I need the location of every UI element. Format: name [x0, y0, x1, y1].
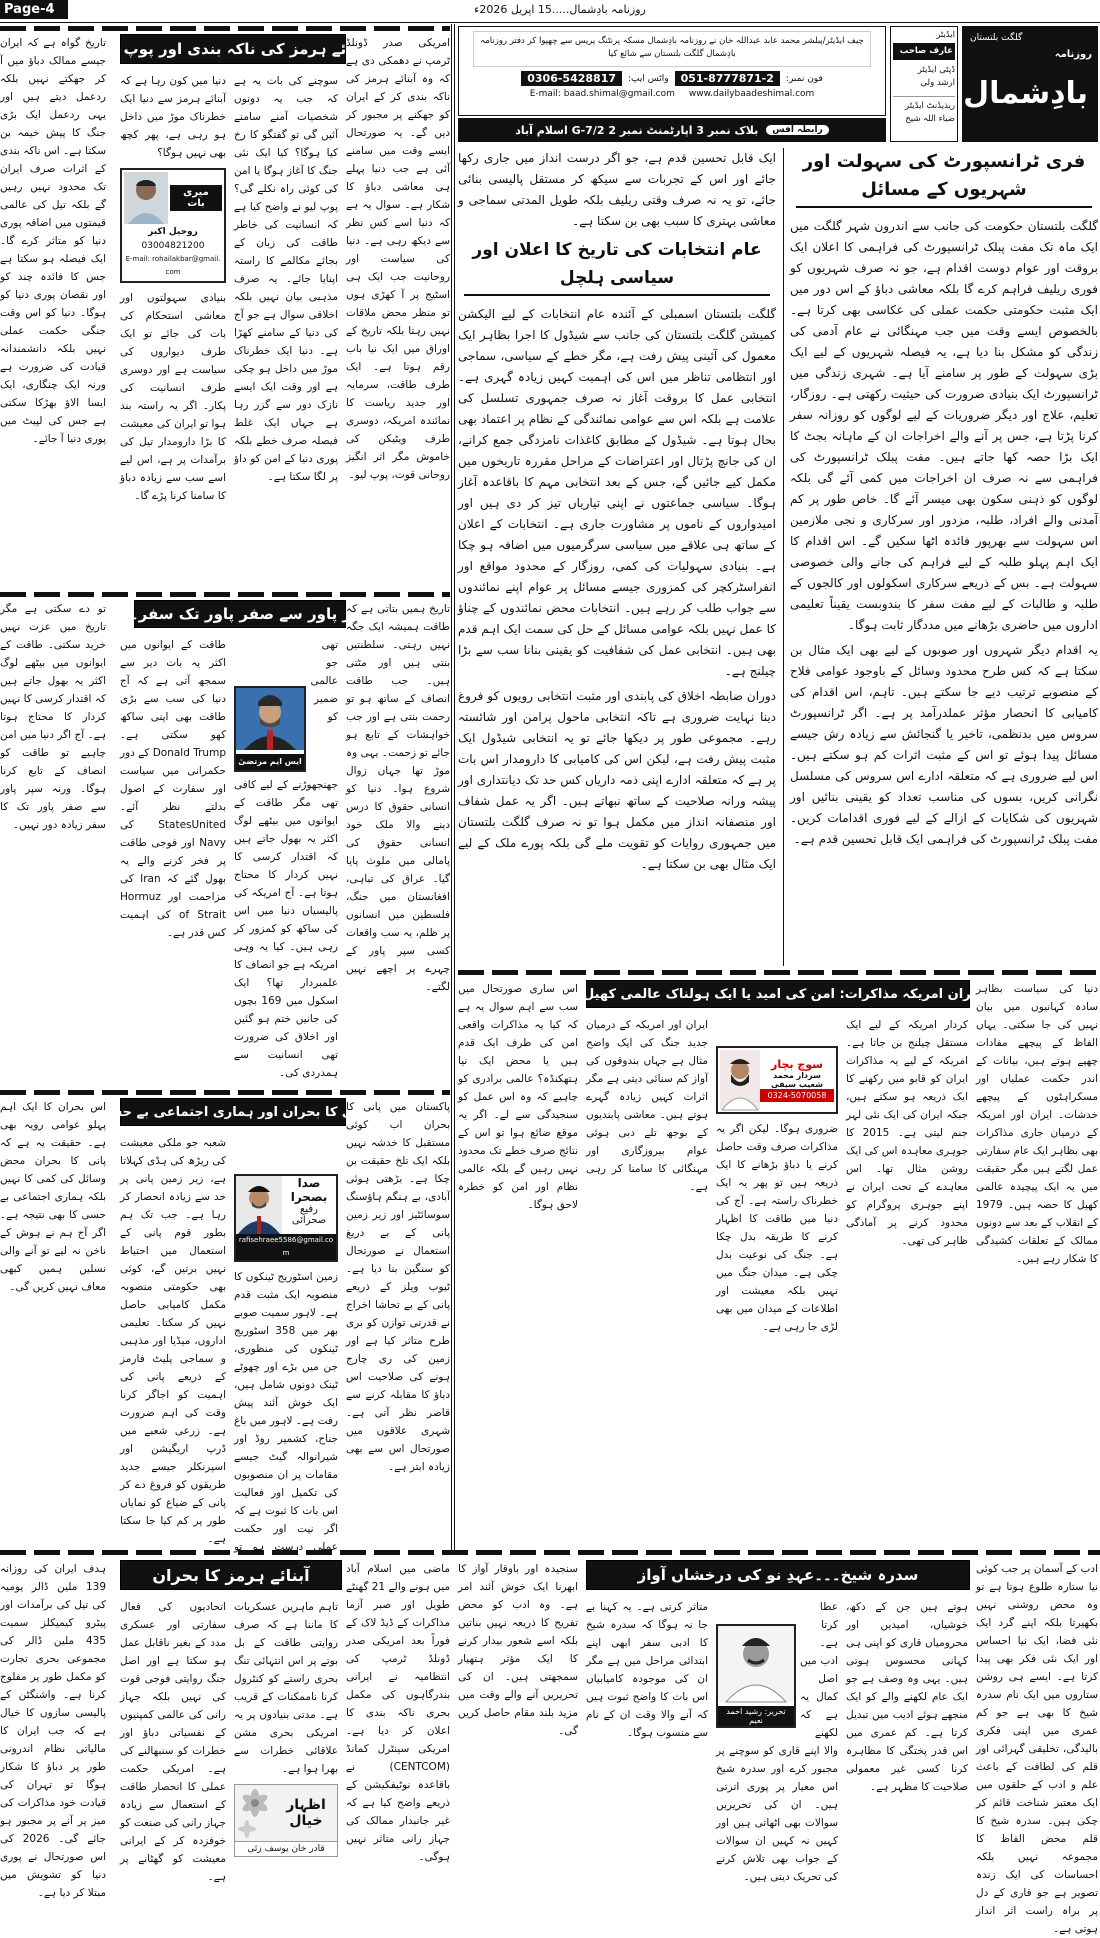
article-column — [346, 34, 450, 590]
article-column — [458, 304, 776, 966]
masthead — [458, 26, 1098, 144]
article-column — [716, 1016, 838, 1546]
article-text: زمین اسٹوریج ٹینکوں کا منصوبہ ایک مثبت قدم ہے۔ لاہور سمیت صوبے بھر میں 358 اسٹوریج ٹینکوں کی منظوری، جن میں بڑے اور چھوٹے ٹینک دونوں شامل ہیں، ایک خوش آئند پیش رفت ہے۔ لاہور میں باغ جناح، کشمیر روڈ اور شیرانوالہ گیٹ جیسے مقامات پر ان منصوبوں کی تکمیل اور فعالیت اس بات کا ثبوت ہے کہ اگر نیت اور حکمت عملی درست ہو تو — [233, 1271, 338, 1553]
article-headline: سپر پاور سے صفر پاور تک سفر۔۔!! — [134, 600, 346, 628]
article-sidra-sheikh — [458, 1560, 1098, 1935]
article-text: اتحادیوں کی فعال سفارتی اور عسکری مدد کے بغیر ناقابل عمل ہو سکتا ہے اور اصل جنگ روایتی فوجی قوت کی نہیں بلکہ جہاز رانی کی عالمی کمپنیوں کے نفسیاتی دباؤ اور خطرات کو سنبھالنے کی ہے۔ امریکی حکمت عملی کا انحصار طاقت کے استعمال سے زیادہ جہاز رانی کی صنعت کو خوفزدہ کر کے ایرانی معیشت کو گھٹانے پر ہے۔ — [120, 1601, 226, 1883]
columnist-name: ایس ایم مرتضیٰ — [236, 754, 304, 770]
editorial-transport — [790, 148, 1098, 966]
article-headline: ایران امریکہ مذاکرات: امن کی امید یا ایک ہولناک عالمی کھیل؟ — [586, 980, 970, 1008]
article-text: گلگت بلتستان حکومت کی جانب سے اندرون شہر گلگت میں ایک ماہ تک مفت پبلک ٹرانسپورٹ کی فراہمی کا اعلان ایک بروقت اور عوام دوست اقدام ہے، جو نہ صرف شہریوں کو فوری ریلیف فراہم کرے گا بلکہ معاشی دباؤ کے اس دور میں ایک مثبت حکومتی حکمت عملی کی عکاسی بھی کرتا ہے۔ بالخصوص ایسے وقت میں جب مہنگائی نے عام آدمی کی زندگی کو مشکل بنا دیا ہے، یہ فیصلہ شہریوں کے لیے ایک بڑی سہولت کے طور پر سامنے آیا ہے۔ شہری زندگی میں ٹرانسپورٹ ایک بنیادی ضرورت کی حیثیت رکھتی ہے۔ روزگار، تعلیم، علاج اور دیگر ضروریات کے لیے لوگوں کو روزانہ سفر کرنا پڑتا ہے، جس پر آنے والے اخراجات ان کے ماہانہ بجٹ کا ایک بڑا حصہ کھا جاتے ہیں۔ مفت پبلک ٹرانسپورٹ کی فراہمی سے نہ صرف ان اخراجات میں کمی آئے گی بلکہ لوگوں کو ذہنی سکون بھی میسر آئے گا۔ خاص طور پر کم آمدنی والے افراد، طلبہ، مزدور اور سرکاری و نجی ملازمین اس سہولت سے بھرپور فائدہ اٹھا سکیں گے۔ اس اقدام کا ایک اہم پہلو طلبہ کے لیے فراہم کی جانے والی خصوصی سہولت ہے۔ بس کے ذریعے سرکاری اسکولوں اور کالجوں کے طلبہ و طالبات کے لیے مفت سفر کا بندوبست یقیناً تعلیمی اداروں میں حاضری بڑھانے میں مددگار ثابت ہوگا۔ — [790, 219, 1098, 632]
article-column — [458, 1560, 578, 1890]
article-text: تاہم ماہرین عسکریات کا ماننا ہے کہ صرف روایتی طاقت کے بل بوتے پر اس انتہائی تنگ بحری راستے کو کنٹرول کرنا ناممکنات کے قریب ہے۔ مدتی بنیادوں پر یہ امریکی بحری مشن علاقائی خطرات سے بھرا ہوا ہے۔ — [234, 1601, 338, 1775]
deputy-editor-name: ارشد ولی — [920, 78, 955, 88]
separator — [0, 592, 450, 597]
separator — [458, 970, 1100, 975]
office-address: بلاک نمبر 3 اپارٹمنٹ نمبر 2 G-7/2 اسلام آباد — [515, 123, 759, 137]
top-rule — [0, 22, 1100, 23]
article-column — [233, 1134, 338, 1553]
contact-box — [458, 26, 886, 116]
resident-editor-title: ریذیڈنٹ ایڈیٹر — [893, 96, 955, 113]
article-column — [976, 1560, 1098, 1935]
article-column — [346, 1098, 450, 1548]
editorial-headline: عام انتخابات کی تاریخ کا اعلان اور سیاسی ہلچل — [464, 236, 770, 296]
article-text: عطا کرتا ہے۔ ادب میں اصل کمال یہ ہے کہ لکھنے والا اپنے قاری کو سوچنے پر مجبور کرے اور سدرہ شیخ اس معیار پر پوری اترتی ہیں۔ ان کی تحریریں سوالات بھی اٹھاتی ہیں اور کہیں نہ کہیں ان سوالات کے جواب بھی تلاش کرنے کی تحریک دیتی ہیں۔ — [716, 1601, 838, 1883]
column-divider — [783, 148, 784, 966]
imprint-text: چیف ایڈیٹر/پبلشر محمد عابد عبداللہ خان نے روزنامہ بادِشمال مسکہ پرنٹنگ پریس سے چھپوا کر دفتر روزنامہ بادِشمال گلگت بلتستان سے شائع کیا — [473, 31, 871, 67]
article-column — [120, 1134, 226, 1548]
article-column — [234, 1598, 338, 1890]
article-column — [586, 1598, 708, 1890]
flower-illustration — [235, 1785, 275, 1841]
columnist-email[interactable]: E-mail: rohailakbar@gmail.com — [125, 255, 221, 276]
article-column — [234, 636, 338, 1088]
article-text: تو دے سکتی ہے مگر تاریخ میں عزت نہیں خرید سکتی۔ طاقت کے ایوانوں میں بیٹھے لوگ اکثر یہ بھول جاتے ہیں کہ اقتدار کرسی کا نہیں کردار کا محتاج ہوتا ہے۔ آج اگر دنیا میں امن چاہیے تو طاقت کو انصاف کے تابع کرنا ہوگا۔ ورنہ سپر پاور سے صفر پاور تک کا سفر زیادہ دور نہیں۔ — [0, 603, 106, 831]
whatsapp-number[interactable]: 0306-5428817 — [521, 71, 622, 86]
columnist-name: تحریر: رشید احمد نعیم — [718, 1706, 794, 1726]
columnist-box — [234, 1174, 338, 1262]
article-water-crisis — [0, 1098, 450, 1553]
phone-number[interactable]: 051-8777871-2 — [675, 71, 780, 86]
columnist-photo — [124, 172, 168, 224]
article-column — [0, 34, 106, 590]
article-text: اس بحران کا ایک اہم پہلو عوامی رویہ بھی ہے۔ حقیقت یہ ہے کہ پانی کا بحران محض وسائل کی کمی کا نہیں بلکہ ہماری اجتماعی بے حسی کا بھی نتیجہ ہے۔ اگر آج ہم نے ہوش کے ناخن نہ لیے تو آنے والی نسلیں ہمیں کبھی معاف نہیں کریں گی۔ — [0, 1101, 106, 1293]
columnist-photo — [236, 688, 304, 750]
columnist-photo — [236, 1176, 282, 1234]
article-column — [346, 600, 450, 1088]
deputy-editor-title: ڈپٹی ایڈیٹر — [917, 65, 955, 75]
columnist-name: رفیع صحرائی — [291, 1204, 327, 1226]
columnist-box — [234, 686, 306, 772]
columnist-photo — [720, 1050, 760, 1110]
columnist-tag: سوچ بچار — [771, 1058, 823, 1071]
columnist-name: سردار محمد شعیب سیفی — [771, 1071, 823, 1089]
office-label: رابطہ آفس — [766, 125, 829, 135]
article-text: کردار امریکہ کے لیے ایک مستقل چیلنج بن جاتا ہے۔ امریکہ کے لیے یہ مذاکرات ایران کو قابو میں رکھنے کا ایک ذریعہ ہو سکتے ہیں، جبکہ ایران کی ایک نئی لہر جنم لیتی ہے۔ 2015 کا جوہری معاہدہ اس کی ایک روشن مثال تھا۔ اس معاہدے کے تحت ایران نے اپنے جوہری پروگرام کو محدود کرنے پر آمادگی ظاہر کی تھی۔ — [846, 1019, 968, 1247]
article-column — [0, 1098, 106, 1548]
website-link[interactable]: www.dailybaadeshimal.com — [688, 89, 815, 99]
article-text: پاکستان میں پانی کا بحران اب کوئی مستقبل کا خدشہ نہیں بلکہ ایک تلخ حقیقت بن چکا ہے۔ بڑھتی ہوئی آبادی، بے ہنگم ہاؤسنگ سوسائٹیز اور زیر زمین پانی کے بے دریغ استعمال نے صورتحال کو سنگین بنا دیا ہے۔ ٹیوب ویلز کے ذریعے پانی کے بے تحاشا اخراج نے قدرتی توازن کو بری طرح متاثر کیا ہے اور زمین کی ری چارج ہونے کی صلاحیت اس دباؤ کا مقابلہ کرنے سے قاصر نظر آتی ہے۔ شہری علاقوں میں صورتحال اس سے بھی زیادہ ابتر ہے۔ — [346, 1101, 450, 1473]
article-text: بنیادی سہولتوں اور معاشی استحکام کی بات کی جائے تو ایک طرف دیواروں کی سیاست ہے اور دوسری طرف انسانیت کی پکار۔ اگر یہ راستہ بند ہوا تو ایران کی معیشت کا بڑا دارومدار تیل کی برآمدات پر ہے، اس لیے اسے سب سے زیادہ دباؤ کا سامنا کرنا پڑے گا۔ — [120, 292, 226, 502]
page-number-badge: Page-4 — [0, 0, 68, 19]
article-text: دوران ضابطہ اخلاق کی پابندی اور مثبت انتخابی رویوں کو فروغ دینا نہایت ضروری ہے تاکہ انتخابی ماحول پرامن اور شائستہ رہے۔ مجموعی طور پر دیکھا جائے تو یہ انتخابی شیڈول ایک مثبت پیش رفت ہے، لیکن اس کی کامیابی کا دارومدار اس بات پر ہے کہ متعلقہ ادارے اپنی ذمہ داریاں کس حد تک دیانتداری اور پیشہ ورانہ صلاحیت کے ساتھ نبھاتے ہیں۔ اگر یہ عمل شفاف اور منصفانہ انداز میں مکمل ہوا تو نہ صرف گلگت بلتستان میں جمہوری روایات کو تقویت ملے گی بلکہ پورے ملک کے لیے ایک مثال بھی بن سکتا ہے۔ — [458, 689, 776, 871]
article-hormuz-crisis — [0, 1560, 451, 1899]
article-column — [0, 600, 106, 1088]
editor-name: عارف صاحب — [893, 43, 955, 60]
whatsapp-label: واٹس ایپ: — [628, 73, 669, 84]
editors-box — [890, 26, 958, 142]
article-headline: آبنائے ہرمز کا بحران — [120, 1560, 342, 1590]
article-text: ادب کے آسمان پر جب کوئی نیا ستارہ طلوع ہوتا ہے تو وہ محض روشنی نہیں بکھیرتا بلکہ اپنے گرد ایک نئی فضا، ایک نیا احساس اور ایک نئی فکر بھی پیدا کرتا ہے۔ ایسے ہی روشن ستاروں میں ایک نام سدرہ شیخ کا بھی ہے جو کم عمری میں اپنی فکری بالیدگی، تخلیقی گہرائی اور قلم کی لطافت کے باعث علم و ادب کے حلقوں میں ایک معتبر شناخت قائم کر چکی ہیں۔ سدرہ شیخ کا قلم محض الفاظ کا مجموعہ نہیں بلکہ احساسات کی ایک زندہ تصویر ہے جو قاری کے دل پر براہ راست اثر انداز ہوتی ہے۔ — [976, 1563, 1098, 1935]
article-column — [846, 1016, 968, 1546]
columnist-tag: صدا بصحرا — [290, 1176, 328, 1204]
columnist-phone: 0324-5070058 — [760, 1089, 834, 1102]
article-text: سوچنے کی بات یہ ہے کہ جب یہ دونوں شخصیات آمنے سامنے آئیں گی تو گفتگو کا رخ کیا ہوگا؟ کیا ایک نئی جنگ کا آغاز ہوگا یا امن کی کوئی راہ نکلے گی؟ پوپ لیو نے واضح کیا ہے کہ انسانیت کی خاطر طاقت کی زبان کے بجائے مکالمے کا راستہ اپنایا جائے۔ یہ صرف مذہبی بیان نہیں بلکہ اخلاقی سوال ہے جو آج کی دنیا کے سامنے کھڑا ہے۔ دنیا ایک خطرناک موڑ میں داخل ہو چکی ہے اور وقت ایک ایسے نازک دور سے گزر رہا ہے جہاں ایک غلط فیصلہ صرف خطے بلکہ پوری دنیا کے امن کو داؤ پر لگا سکتا ہے۔ — [234, 75, 338, 483]
article-column — [458, 980, 578, 1546]
article-column — [120, 1598, 226, 1890]
office-address-bar — [458, 118, 886, 142]
article-column — [976, 980, 1098, 1546]
article-headline: پانی کا بحران اور ہماری اجتماعی بے حسی — [120, 1098, 346, 1126]
logo-small-text: روزنامہ — [1054, 49, 1092, 60]
article-column — [846, 1598, 968, 1890]
article-text: ہوتے ہیں جن کے دکھ، خوشیاں، امیدیں اور محرومیاں قاری کو اپنی ہی کہانی محسوس ہوتی ہیں۔ یہی وہ وصف ہے جو ایک عام لکھنے والے کو ایک منجھے ہوئے ادیب میں تبدیل کرتا ہے۔ کم عمری میں اس قدر پختگی کا مظاہرہ کرنا کسی غیر معمولی صلاحیت کا مظہر ہے۔ — [846, 1601, 968, 1793]
editorial-headline: فری ٹرانسپورٹ کی سہولت اور شہریوں کے مسائل — [796, 148, 1092, 208]
article-text: یہ اقدام دیگر شہروں اور صوبوں کے لیے بھی ایک مثال بن سکتا ہے کہ کس طرح محدود وسائل کے باوجود عوامی فلاح کے منصوبے ترتیب دیے جا سکتے ہیں۔ تاہم، اس اقدام کی کامیابی کا انحصار مؤثر عملدرآمد پر ہے۔ اگر ٹرانسپورٹ سروس میں بدنظمی، تاخیر یا گنجائش سے زیادہ رش جیسے مسائل پیدا ہوئے تو اس کے مثبت اثرات کم ہو سکتے ہیں۔ اس لیے ضروری ہے کہ متعلقہ ادارے اس سروس کی مسلسل نگرانی کریں، بسوں کی مناسب تعداد کو یقینی بنائیں اور شہریوں کی شکایات کے ازالے کے لیے فوری اقدامات کریں۔ مفت پبلک ٹرانسپورٹ کی فراہمی ایک قابل تحسین قدم ہے۔ — [790, 643, 1098, 846]
article-column — [458, 148, 776, 236]
columnist-tag: اظہار خیال — [286, 1797, 326, 1829]
logo-region-text: گلگت بلتستان — [970, 33, 1023, 43]
article-text: تاریخ ہمیں بتاتی ہے کہ طاقت ہمیشہ ایک جگہ نہیں رہتی۔ سلطنتیں بنتی ہیں اور مٹتی ہیں۔ جب طاقت انصاف کے ساتھ ہو تو رحمت بنتی ہے اور جب خواہشات کے تابع ہو جائے تو زحمت۔ یہی وہ موڑ تھا جہاں زوال شروع ہوا۔ دنیا کو انسانی حقوق کا درس دینے والا ملک خود انسانی حقوق کی پامالی میں ملوث پایا گیا۔ عراق کی تباہی، افغانستان میں جنگ، فلسطین میں انسانوں پر ظلم، یہ سب واقعات کسی سپر پاور کے چہرے پر اچھے نہیں لگتے۔ — [346, 603, 450, 993]
resident-editor-name: ضیاء اللہ شیخ — [905, 114, 955, 124]
article-text: متاثر کرتی ہے۔ یہ کہنا بے جا نہ ہوگا کہ سدرہ شیخ کا ادبی سفر ابھی اپنے ابتدائی مراحل میں ہے مگر ان کی موجودہ کامیابیاں اس بات کا واضح ثبوت ہیں کہ آنے والا وقت ان کے نام سے منسوب ہوگا۔ — [586, 1601, 708, 1739]
article-text: ایران اور امریکہ کے درمیان جدید جنگ کی ایک واضح مثال ہے جہاں بندوقوں کی آواز کم سنائی دیتی ہے مگر اثرات کہیں زیادہ گہرے ہوتے ہیں۔ معاشی پابندیوں کے بوجھ تلے دبی ہوئی عوام بیروزگاری اور مہنگائی کا سامنا کر رہی ہے۔ — [586, 1019, 708, 1193]
article-text: گلگت بلتستان اسمبلی کے آئندہ عام انتخابات کے لیے الیکشن کمیشن گلگت بلتستان کی جانب سے شیڈول کا اجرا بظاہر ایک معمول کی آئینی پیش رفت ہے، مگر خطے کے سیاسی، سماجی اور انتظامی تناظر میں اس کی اہمیت کہیں زیادہ گہری ہے۔ انتخابی عمل کا بروقت آغاز نہ صرف جمہوری تسلسل کی علامت ہے بلکہ اس سے عوامی نمائندگی کے نظام پر اعتماد بھی بحال ہوتا ہے۔ شیڈول کے مطابق کاغذات نامزدگی جمع کرانے، ان کی جانچ پڑتال اور اعتراضات کے مراحل مقررہ تاریخوں میں مکمل کیے جائیں گے، جس کے بعد انتخابی مہم کا باقاعدہ آغاز ہوگا۔ سیاسی جماعتوں نے اپنی تیاریاں تیز کر دی ہیں اور امیدواروں کے ناموں پر مشاورت جاری ہے۔ انتخابات کے اعلان کے ساتھ ہی علاقے میں سیاسی سرگرمیوں میں اضافہ ہو چکا ہے۔ بنیادی سہولیات کی کمی، روزگار کے محدود مواقع اور انفراسٹرکچر کی کمزوری جیسے مسائل پر عوام اپنے نمائندوں سے جواب طلب کر رہے ہیں۔ انتخابات محض نمائندوں کے چناؤ کا عمل نہیں بلکہ عوامی مسائل کے حل کی سمت ایک اہم قدم بھی ہیں۔ انتخابی عمل کی شفافیت کو یقینی بنانا سب سے بڑا چیلنج ہے۔ — [458, 307, 776, 678]
columnist-box — [120, 168, 226, 283]
columnist-name: قادر خان یوسف زئی — [235, 1841, 337, 1856]
article-column — [120, 72, 226, 590]
article-text: دنیا کی سیاست بظاہر سادہ کہانیوں میں بیان نہیں کی جا سکتی۔ یہاں الفاظ کے پیچھے مفادات چھپے ہوتے ہیں، بیانات کے اندر حکمت عملیاں اور مسکراہٹوں کے پیچھے خدشات۔ ایران اور امریکہ کے درمیان جاری مذاکرات بھی بظاہر ایک عام سفارتی عمل لگتے ہیں مگر حقیقت میں یہ ایک پیچیدہ عالمی کھیل کا حصہ ہیں۔ 1979 کے انقلاب کے بعد سے دونوں ممالک کے تعلقات کشیدگی کا شکار رہے ہیں۔ — [976, 983, 1098, 1265]
phone-label: فون نمبر: — [785, 73, 823, 84]
article-text: دنیا میں کون رہا ہے کہ آبنائے ہرمز سے دنیا ایک خطرناک موڑ میں داخل ہو رہی ہے، پھر کچھ بھی نہیں ہوگا؟ — [120, 75, 226, 159]
article-text: سنجیدہ اور باوقار آواز کا ابھرنا ایک خوش آئند امر ہے۔ وہ ادب کو محض تفریح کا ذریعہ نہیں بناتیں بلکہ اسے شعور بیدار کرنے کا ایک مؤثر ہتھیار سمجھتی ہیں۔ ان کی تحریریں آنے والے وقت میں مزید بلند مقام حاصل کریں گی۔ — [458, 1563, 578, 1737]
article-iran-us-talks — [458, 980, 1098, 1546]
separator — [0, 1090, 450, 1095]
article-text: تاریخ گواہ ہے کہ ایران جیسے ممالک دباؤ میں آ کر جھکتے نہیں بلکہ ردعمل دیتے ہیں اور یہی ردعمل ایک بڑی جنگ کا پیش خیمہ بن سکتا ہے۔ اس ناکہ بندی کے اثرات صرف ایران تک محدود نہیں رہیں گے بلکہ تیل کی عالمی قیمتوں میں اضافہ پوری دنیا کو متاثر کرے گا۔ ایک فیصلہ ہو سکتا ہے جس کا فائدہ چند کو اور نقصان پوری دنیا کو ہوگا۔ دنیا کو اس وقت جنگی حکمت عملی نہیں بلکہ دانشمندانہ قیادت کی ضرورت ہے ورنہ ایک چنگاری، ایک ایسا الاؤ بھڑکا سکتی ہے جس کی لپیٹ میں پوری دنیا آ جائے۔ — [0, 37, 106, 445]
article-column — [586, 1016, 708, 1546]
article-hormuz-pope — [0, 34, 450, 590]
columnist-tag: میری بات — [170, 185, 222, 211]
columnist-photo — [718, 1626, 794, 1702]
article-text: تھی جو عالمی ضمیر کو جھنجھوڑنے کے لیے کافی تھی مگر طاقت کے ایوانوں میں بیٹھے لوگ اکثر یہ بھول جاتے ہیں کہ اقتدار کرسی کا نہیں کردار کا محتاج ہوتا ہے۔ آج امریکہ کی پالیسیاں دنیا میں اس کی ساکھ کو کمزور کر رہی ہیں۔ کیا یہ وہی امریکہ ہے جو انصاف کا علمبردار تھا؟ ایک اسکول میں 169 بچوں کی جانیں ختم ہو گئیں اور اخلاق کی ضرورت تھی انسانیت سے ہمدردی کی۔ — [233, 639, 338, 1079]
article-text: طاقت کے ایوانوں میں اکثر یہ بات دیر سے سمجھ آتی ہے کہ آج دنیا کی سب سے بڑی طاقت بھی اپنی ساکھ کھو سکتی ہے۔ Donald Trump کے دور حکمرانی میں سیاست اور سفارت کے اصول بدلتے نظر آئے۔ StatesUnited کی Navy اور فوجی طاقت پر فخر کرنے والے یہ بھول گئے کہ Iran کی مزاحمت اور Hormuz of Strait کی اہمیت کس قدر ہے۔ — [120, 639, 226, 939]
column-divider — [451, 24, 455, 1550]
article-headline: آبنائے ہرمز کی ناکہ بندی اور پوپ لیو — [120, 34, 346, 64]
article-superpower — [0, 600, 450, 1088]
logo-main-text: بادِشمال — [963, 76, 1088, 111]
newspaper-logo — [962, 26, 1098, 142]
article-text: اس ساری صورتحال میں سب سے اہم سوال یہ ہے کہ کیا یہ مذاکرات واقعی امن کی طرف ایک قدم ہیں یا محض ایک نیا ہتھکنڈہ؟ عالمی برادری کو چاہیے کہ وہ اس عمل کو سنجیدگی سے لے۔ اگر یہ موقع ضائع ہوا تو اس کے نتائج صرف خطے تک محدود نہیں رہیں گے بلکہ عالمی نظام اور امن کو خطرہ لاحق ہوگا۔ — [458, 983, 578, 1211]
separator — [0, 26, 450, 31]
article-column — [716, 1598, 838, 1890]
article-column — [790, 216, 1098, 966]
article-text: شعبہ جو ملکی معیشت کی ریڑھ کی ہڈی کہلاتا ہے، زیر زمین پانی پر حد سے زیادہ انحصار کر رہا ہے۔ جب تک ہم بطور قوم پانی کے استعمال میں احتیاط نہیں برتیں گے، کوئی بھی حکومتی منصوبہ مکمل کامیابی حاصل نہیں کر سکتا۔ تعلیمی اداروں، میڈیا اور مذہبی و سماجی پلیٹ فارمز کے ذریعے پانی کی اہمیت کو اجاگر کرنا وقت کی اہم ضرورت ہے۔ زرعی شعبے میں ڈرپ اریگیشن اور اسپرنکلر جیسے جدید طریقوں کو فروغ دے کر پانی کے ضیاع کو نمایاں طور پر کم کیا جا سکتا ہے۔ — [120, 1137, 226, 1545]
editor-title: ایڈیٹر — [936, 30, 955, 40]
columnist-name: روحیل اکبر — [148, 227, 198, 237]
article-text: ایک قابل تحسین قدم ہے، جو اگر درست انداز میں جاری رکھا جائے اور اس کے تجربات سے سیکھ کر مستقل پالیسی بنائی جائے، تو یہ نہ صرف وقتی ریلیف بلکہ طویل المدتی سماجی و معاشی بہتری کا سبب بھی بن سکتا ہے۔ — [458, 151, 776, 228]
article-text: امریکی صدر ڈونلڈ ٹرمپ نے دھمکی دی ہے کہ وہ آبنائے ہرمز کی ناکہ بندی کر کے ایران کو جھکنے پر مجبور کر دیں گے۔ یہ صورتحال ایسے وقت میں سامنے آئی ہے جب دنیا پہلے ہی معاشی دباؤ کا شکار ہے۔ سوال یہ ہے کہ دنیا اسے کس نظر سے دیکھ رہی ہے۔ دنیا کی سیاست اور روحانیت جب ایک ہی اسٹیج پر آ کھڑی ہوں تو منظر محض ملاقات نہیں رہتا بلکہ تاریخ کے اوراق میں ایک نیا باب رقم ہوتا ہے۔ ایک طرف طاقت، سرمایہ اور جدید ریاست کا نمائندہ امریکہ، دوسری طرف ویٹیکن کی خاموش مگر اثر انگیز روحانی قوت، پوپ لیو۔ — [346, 37, 450, 481]
article-headline: سدرہ شیخ۔۔۔عہدِ نو کی درخشاں آواز — [586, 1560, 970, 1590]
editorial-elections — [458, 148, 776, 966]
columnist-box — [234, 1784, 338, 1857]
article-column — [0, 1560, 106, 1899]
dateline: روزنامہ بادِشمال.....15 اپریل 2026ء — [474, 3, 646, 16]
separator — [0, 1550, 1100, 1555]
article-text: ماضی میں اسلام آباد میں ہونے والے 21 گھنٹے طویل اور صبر آزما مذاکرات کے ڈیڈ لاک کے فوراً بعد امریکی صدر ڈونلڈ ٹرمپ کی انتظامیہ نے ایرانی بندرگاہوں کی مکمل بحری ناکہ بندی کا اعلان کر دیا ہے۔ امریکی سینٹرل کمانڈ (CENTCOM) نے باقاعدہ نوٹیفکیشن کے ذریعے واضح کیا ہے کہ غیر جانبدار ممالک کی جہاز رانی متاثر نہیں ہوگی۔ — [346, 1563, 451, 1863]
columnist-box — [716, 1624, 796, 1728]
article-column — [120, 636, 226, 1088]
article-text: ضروری ہوگا۔ لیکن اگر یہ مذاکرات صرف وقت حاصل کرنے یا دباؤ بڑھانے کا ایک ذریعہ ہیں تو پھر یہ ایک خطرناک راستہ ہے۔ آج کی دنیا میں طاقت کا اظہار کرنے کا طریقہ بدل چکا ہے۔ جنگ کی نوعیت بدل چکی ہے۔ میدان جنگ میں نہیں بلکہ معیشت اور اطلاعات کے میدان میں بھی لڑی جا رہی ہے۔ — [716, 1123, 838, 1333]
article-column — [234, 72, 338, 590]
email-link[interactable]: E-mail: baad.shimal@gmail.com — [529, 89, 675, 99]
article-column — [346, 1560, 450, 1890]
article-text: ہدف ایران کی روزانہ 139 ملین ڈالر یومیہ کی تیل کی برآمدات اور پیٹرو کیمیکلز سمیت 435 ملین ڈالر کی مجموعی بحری تجارت کو مکمل طور پر مفلوج کرنا ہے۔ واشنگٹن کے پالیسی سازوں کا خیال ہے کہ جب ایران کا مالیاتی نظام اندرونی طور پر دباؤ کا شکار ہوگا تو تہران کی قیادت خود مذاکرات کی میز پر آنے پر مجبور ہو جائے گی۔ 2026 کی اس صورتحال نے پوری دنیا کو تشویش میں مبتلا کر دیا ہے۔ — [0, 1563, 106, 1899]
columnist-box — [716, 1046, 838, 1114]
columnist-email[interactable]: rafisehraee5586@gmail.com — [236, 1234, 336, 1260]
columnist-phone: 03004821200 — [141, 241, 205, 251]
